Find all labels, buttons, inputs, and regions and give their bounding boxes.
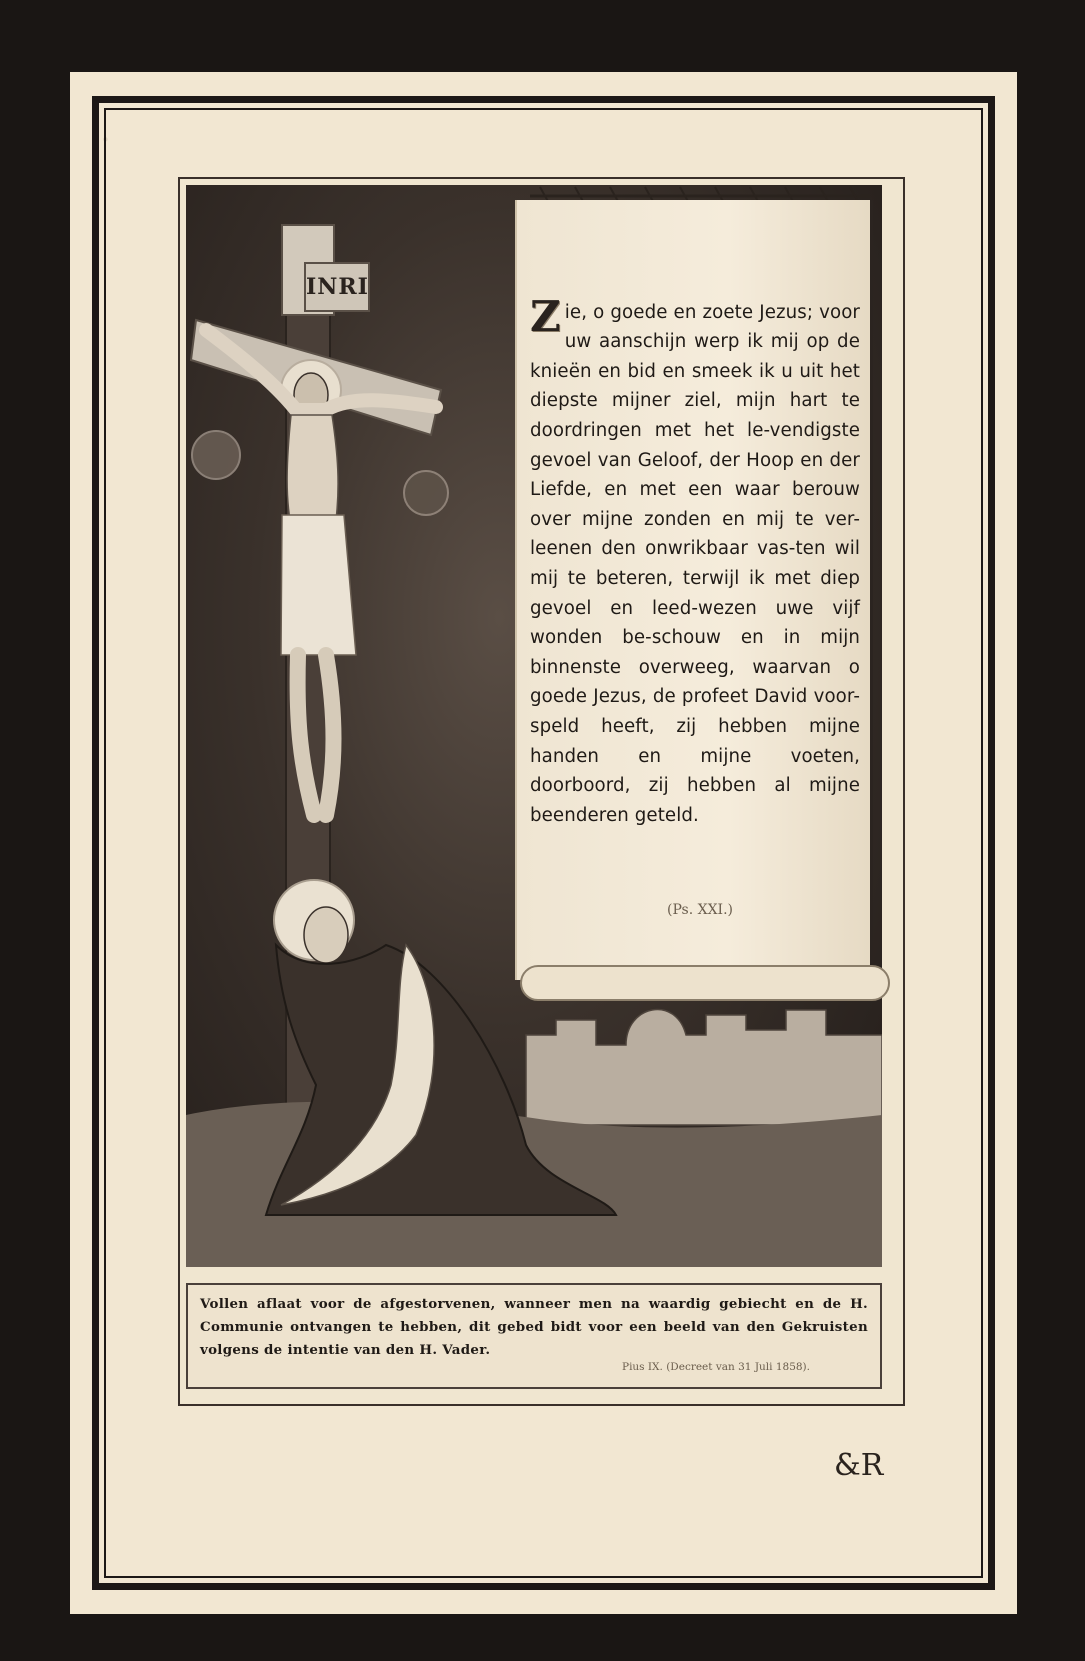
prayer-body: ie, o goede en zoete Jezus; voor uw aanschijn werp ik mij op de knieën en bid en smeek ik u uit het diepste mijner ziel, mijn hart te doordringen met het le-vendigste gevoel van Geloof, der Hoop en der Liefde, en met een waar berouw over mijne zonden en mij te ver-leenen den onwrikbaar vas-ten wil mij te beteren, terwijl ik met diep gevoel en leed-wezen uwe vijf wonden be-schouw en in mijn binnenste overweeg, waarvan o goede Jezus, de profeet David voor-speld heeft, zij hebben mijne handen en mijne voeten, doorboord, zij hebben al mijne beenderen geteld. [530, 301, 860, 826]
loincloth [281, 515, 356, 655]
moon-right [404, 471, 448, 515]
prayer-dropcap: Z [530, 291, 561, 341]
moon-left [192, 431, 240, 479]
decree-reference: Pius IX. (Decreet van 31 Juli 1858). [622, 1361, 810, 1373]
prayer-text [530, 268, 860, 830]
bleed-through-text: . [100, 110, 111, 150]
psalm-citation: (Ps. XXI.) [667, 902, 733, 918]
inri-sign: INRI [304, 262, 370, 312]
magdalene-head [304, 907, 348, 963]
indulgence-text: Vollen aflaat voor de afgestorvenen, wanneer men na waardig gebiecht en de H. Communie ontvangen te hebben, dit gebed bidt voor een beeld van den Gekruisten volgens de intentie van den H. Vader. [200, 1296, 868, 1358]
christ-torso [287, 415, 338, 520]
city-skyline [526, 1010, 882, 1125]
scroll-curl [520, 965, 890, 1001]
publisher-monogram: &R [834, 1448, 884, 1483]
